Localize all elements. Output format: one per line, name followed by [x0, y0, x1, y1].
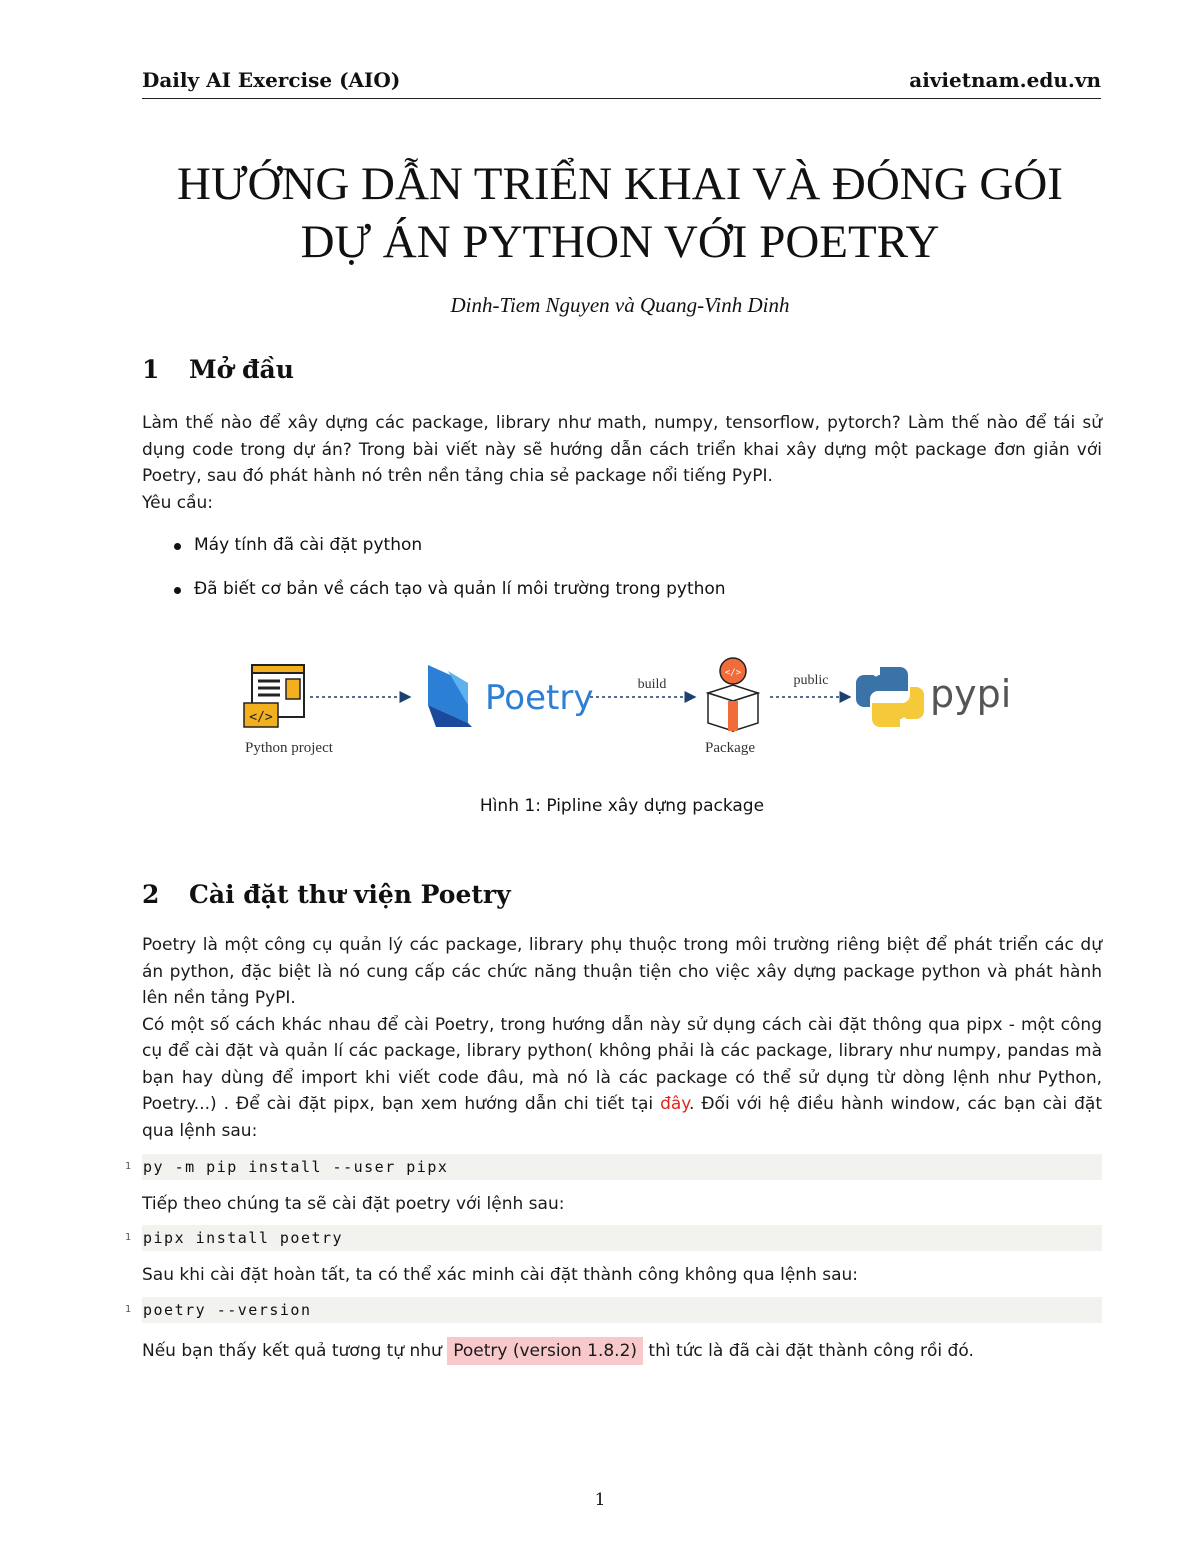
result-text-b: thì tức là đã cài đặt thành công rồi đó. — [643, 1341, 974, 1361]
line-number: 1 — [125, 1232, 132, 1243]
instruction-text-3: Sau khi cài đặt hoàn tất, ta có thể xác minh cài đặt thành công không qua lệnh sau: — [142, 1265, 859, 1285]
section-2-title: Cài đặt thư viện Poetry — [189, 880, 511, 909]
line-number: 1 — [125, 1304, 132, 1315]
build-label: build — [637, 677, 667, 692]
requirements-label: Yêu cầu: — [142, 492, 214, 513]
pipx-guide-link[interactable]: đây — [660, 1094, 689, 1114]
line-number: 1 — [125, 1161, 132, 1172]
section-1-number: 1 — [142, 355, 160, 384]
page-number: 1 — [594, 1490, 606, 1510]
page-header — [142, 68, 1101, 92]
section-2-number: 2 — [142, 880, 160, 909]
code-block-2 — [125, 1225, 1102, 1251]
package-label: Package — [705, 740, 755, 756]
svg-text:</>: </> — [249, 710, 273, 725]
section-2-para-2a: Có một số cách khác nhau để cài Poetry, trong hướng dẫn này sử dụng cách cài đặt thông qua pipx - một công cụ để cài đặt và quản lí các package, library python( không phải là các package, library như numpy, pandas mà bạn hay dùng để import khi viết code đâu, mà nó là các package có thể sử dụng từ dòng lệnh như Python, Poetry...) . Để cài đặt pipx, bạn xem hướng dẫn chi tiết tại — [142, 1014, 1102, 1114]
code-text: poetry --version — [143, 1301, 312, 1319]
code-text: py -m pip install --user pipx — [143, 1158, 449, 1176]
authors: Dinh-Tiem Nguyen và Quang-Vinh Dinh — [450, 293, 790, 317]
section-1-title: Mở đầu — [189, 355, 294, 384]
pipeline-figure — [240, 655, 1010, 765]
requirements-list — [160, 535, 726, 623]
code-text: pipx install poetry — [143, 1229, 344, 1247]
result-text-a: Nếu bạn thấy kết quả tương tự như — [142, 1341, 448, 1361]
title-line-1: HƯỚNG DẪN TRIỂN KHAI VÀ ĐÓNG GÓI — [177, 158, 1063, 210]
section-1-heading — [142, 355, 294, 384]
list-item: Máy tính đã cài đặt python — [160, 535, 726, 579]
instruction-text-2: Tiếp theo chúng ta sẽ cài đặt poetry với lệnh sau: — [142, 1194, 565, 1214]
header-right: aivietnam.edu.vn — [909, 68, 1101, 92]
code-block-1 — [125, 1154, 1102, 1180]
pypi-wordmark: pypi — [930, 672, 1010, 716]
package-icon — [708, 658, 758, 731]
pipeline-diagram — [240, 655, 1010, 765]
python-logo-icon — [856, 667, 924, 727]
section-1-paragraph — [142, 410, 1102, 516]
section-1-para-text: Làm thế nào để xây dựng các package, library như math, numpy, tensorflow, pytorch? Làm thế nào để tái sử dụng code trong dự án? Trong bài viết này sẽ hướng dẫn cách triển khai xây dựng một package đơn giản với Poetry, sau đó phát hành nó trên nền tảng chia sẻ package nổi tiếng PyPI. — [142, 413, 1102, 486]
header-left: Daily AI Exercise (AIO) — [142, 68, 401, 92]
figure-caption: Hình 1: Pipline xây dựng package — [479, 796, 765, 816]
python-project-label: Python project — [245, 740, 333, 756]
python-project-icon — [244, 665, 304, 727]
svg-text:</>: </> — [724, 668, 742, 678]
document-title — [100, 155, 1140, 271]
title-line-2: DỰ ÁN PYTHON VỚI POETRY — [300, 216, 940, 268]
section-2-paragraph — [142, 932, 1102, 1144]
public-label: public — [793, 673, 829, 688]
header-rule — [142, 98, 1101, 99]
poetry-logo-icon — [428, 665, 472, 727]
poetry-wordmark: Poetry — [485, 678, 594, 718]
section-2-heading — [142, 880, 511, 909]
code-block-3 — [125, 1297, 1102, 1323]
section-2-para-1: Poetry là một công cụ quản lý các package, library phụ thuộc trong môi trường riêng biệt để phát triển các dự án python, đặc biệt là nó cung cấp các chức năng thuận tiện cho việc xây dựng package python và phát hành lên nền tảng PyPI. — [142, 935, 1102, 1008]
section-2-para-2b: . Đối với hệ điều hành window, các bạn cài đặt qua lệnh sau: — [142, 1094, 1102, 1141]
version-highlight: Poetry (version 1.8.2) — [447, 1337, 643, 1365]
list-item: Đã biết cơ bản về cách tạo và quản lí môi trường trong python — [160, 579, 726, 623]
result-text — [142, 1338, 1102, 1365]
